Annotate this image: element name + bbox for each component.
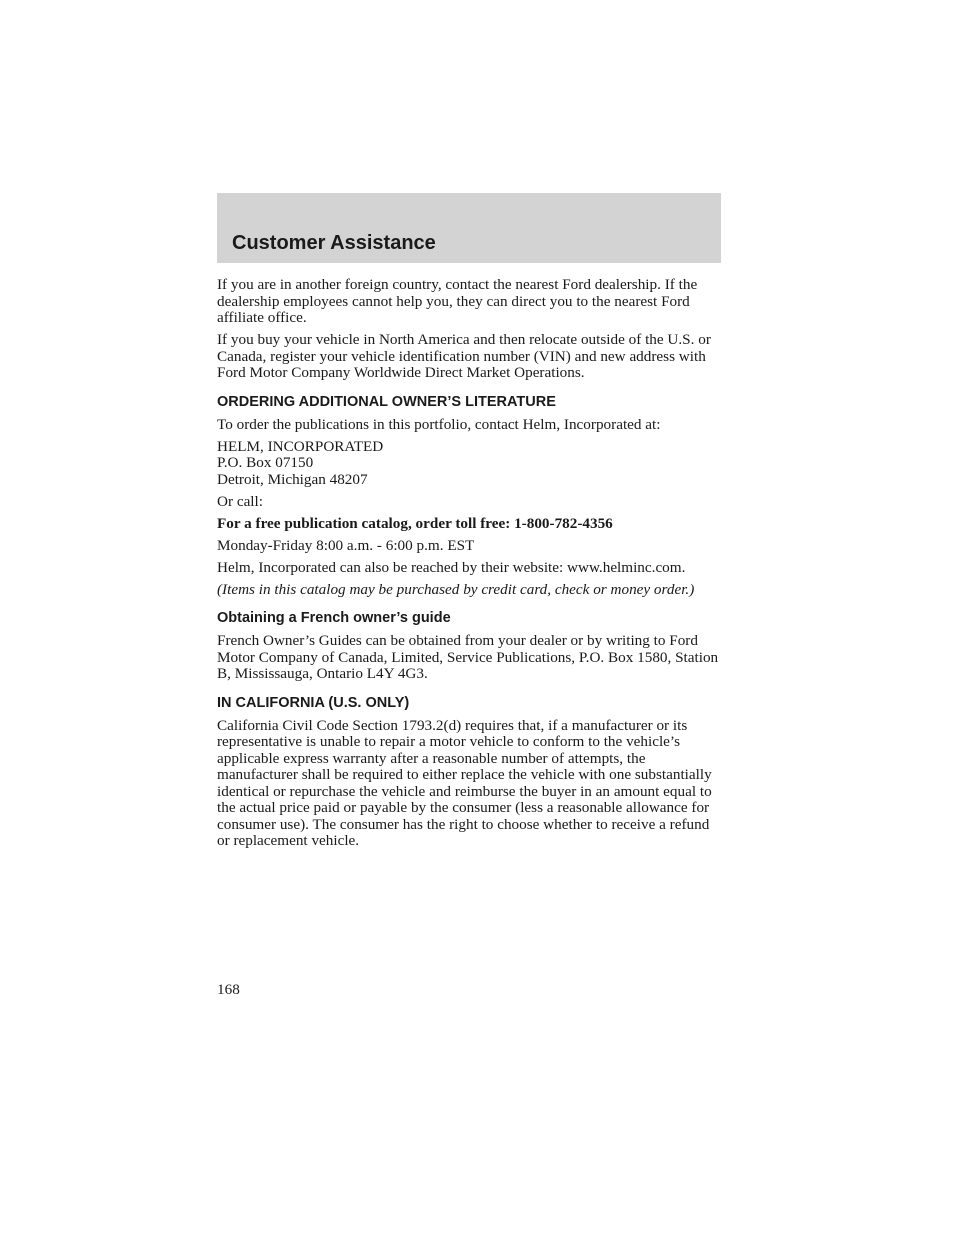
ordering-heading: ORDERING ADDITIONAL OWNER’S LITERATURE [217,393,556,410]
toll-free-number: For a free publication catalog, order toll free: 1-800-782-4356 [217,514,613,532]
intro-paragraph-1: If you are in another foreign country, contact the nearest Ford dealership. If the dealership employees cannot help you, they can direct you to the nearest Ford affiliate office. [217,276,698,326]
section-title: Customer Assistance [232,232,436,254]
mailing-address [217,439,723,489]
page-content [217,277,723,855]
french-guide-heading: Obtaining a French owner’s guide [217,610,451,626]
address-line: P.O. Box 07150 [217,454,314,471]
address-line: HELM, INCORPORATED [217,437,384,455]
website-text: Helm, Incorporated can also be reached by their website: www.helminc.com. [217,558,686,576]
section-header-band [217,193,721,263]
california-text: California Civil Code Section 1793.2(d) requires that, if a manufacturer or its representative is unable to repair a motor vehicle to conform to the vehicle’s applicable express warranty after a reasonable number of attempts, the manufacturer shall be required to either replace the vehicle with one substantially identical or repurchase the vehicle and reimburse the buyer in an amount equal to the actual price paid or payable by the consumer (less a reasonable allowance for consumer use). The consumer has the right to choose whether to receive a refund or replacement vehicle. [217,716,712,849]
address-line: Detroit, Michigan 48207 [217,470,368,488]
french-guide-text: French Owner’s Guides can be obtained from your dealer or by writing to Ford Motor Company of Canada, Limited, Service Publications, P.O. Box 1580, Station B, Mississauga, Ontario L4Y 4G3. [217,632,719,682]
payment-note: (Items in this catalog may be purchased by credit card, check or money order.) [217,580,695,598]
business-hours: Monday-Friday 8:00 a.m. - 6:00 p.m. EST [217,536,475,554]
california-heading: IN CALIFORNIA (U.S. ONLY) [217,694,410,711]
intro-paragraph-2: If you buy your vehicle in North America and then relocate outside of the U.S. or Canada, register your vehicle identification number (VIN) and new address with Ford Motor Company Worldwide Direct Market Operations. [217,331,711,381]
page-number: 168 [217,981,240,998]
or-call-text: Or call: [217,492,263,510]
ordering-intro: To order the publications in this portfolio, contact Helm, Incorporated at: [217,415,661,433]
